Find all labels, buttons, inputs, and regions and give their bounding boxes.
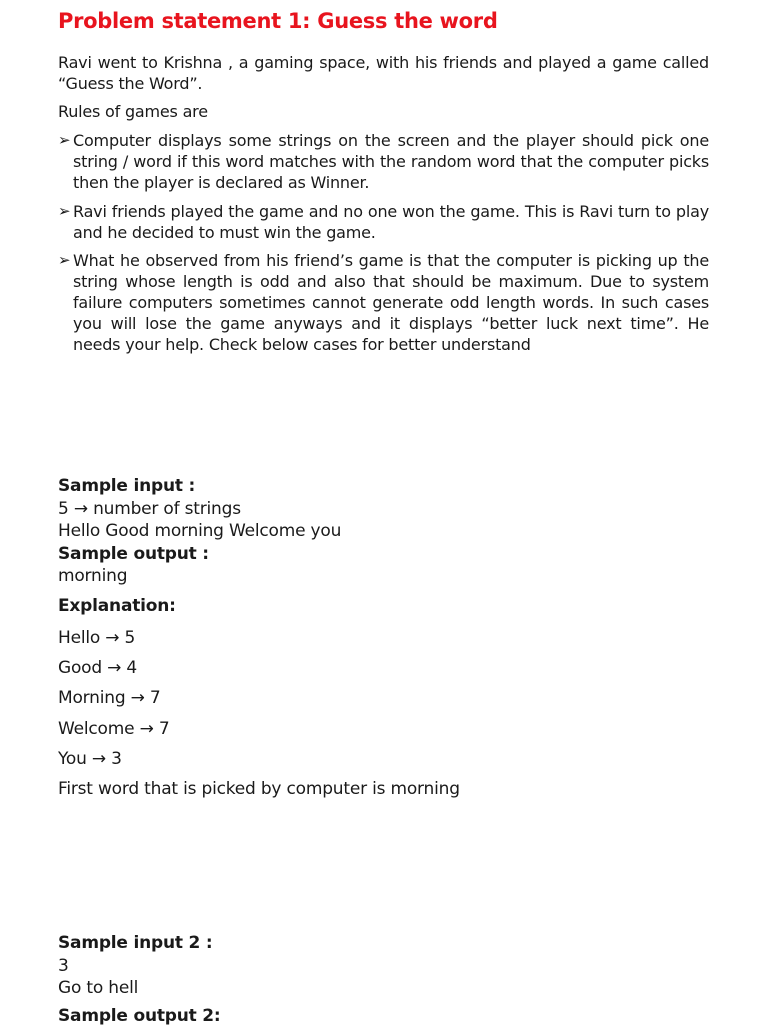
sample-input-count: 5 → number of strings <box>58 499 241 519</box>
arrow-bullet-icon: ➢ <box>58 202 71 220</box>
explanation-conclusion: First word that is picked by computer is morning <box>58 779 460 799</box>
explanation-line: You → 3 <box>58 749 122 769</box>
arrow-bullet-icon: ➢ <box>58 251 71 269</box>
sample-input-2-words: Go to hell <box>58 978 139 998</box>
sample-input-2-label: Sample input 2 : <box>58 933 213 953</box>
explanation-line: Morning → 7 <box>58 688 161 708</box>
explanation-line: Hello → 5 <box>58 628 136 648</box>
explanation-line: Good → 4 <box>58 658 138 678</box>
rule-text: Ravi friends played the game and no one won the game. This is Ravi turn to play and he decided to must win the game. <box>73 202 709 242</box>
sample-input-2-count: 3 <box>58 956 69 976</box>
rules-heading: Rules of games are <box>58 102 208 121</box>
explanation-line: Welcome → 7 <box>58 719 170 739</box>
arrow-bullet-icon: ➢ <box>58 131 71 149</box>
sample-output-label: Sample output : <box>58 544 209 564</box>
rule-text: Computer displays some strings on the screen and the player should pick one string / word if this word matches with the random word that the computer picks then the player is declared as Winner. <box>73 131 709 192</box>
sample-output-value: morning <box>58 566 128 586</box>
intro-paragraph: Ravi went to Krishna , a gaming space, with his friends and played a game called “Guess the Word”. <box>58 53 709 93</box>
sample-output-2-label: Sample output 2: <box>58 1006 221 1026</box>
rule-item <box>58 201 709 243</box>
explanation-label: Explanation: <box>58 596 176 616</box>
rule-item <box>58 250 709 355</box>
rule-text: What he observed from his friend’s game is that the computer is picking up the string whose length is odd and also that should be maximum. Due to system failure computers sometimes cannot generate odd length words. In such cases you will lose the game anyways and it displays “better luck next time”. He needs your help. Check below cases for better understand <box>73 251 709 354</box>
rule-item <box>58 130 709 193</box>
sample-input-words: Hello Good morning Welcome you <box>58 521 342 541</box>
sample-input-label: Sample input : <box>58 476 196 496</box>
problem-title: Problem statement 1: Guess the word <box>58 9 498 33</box>
